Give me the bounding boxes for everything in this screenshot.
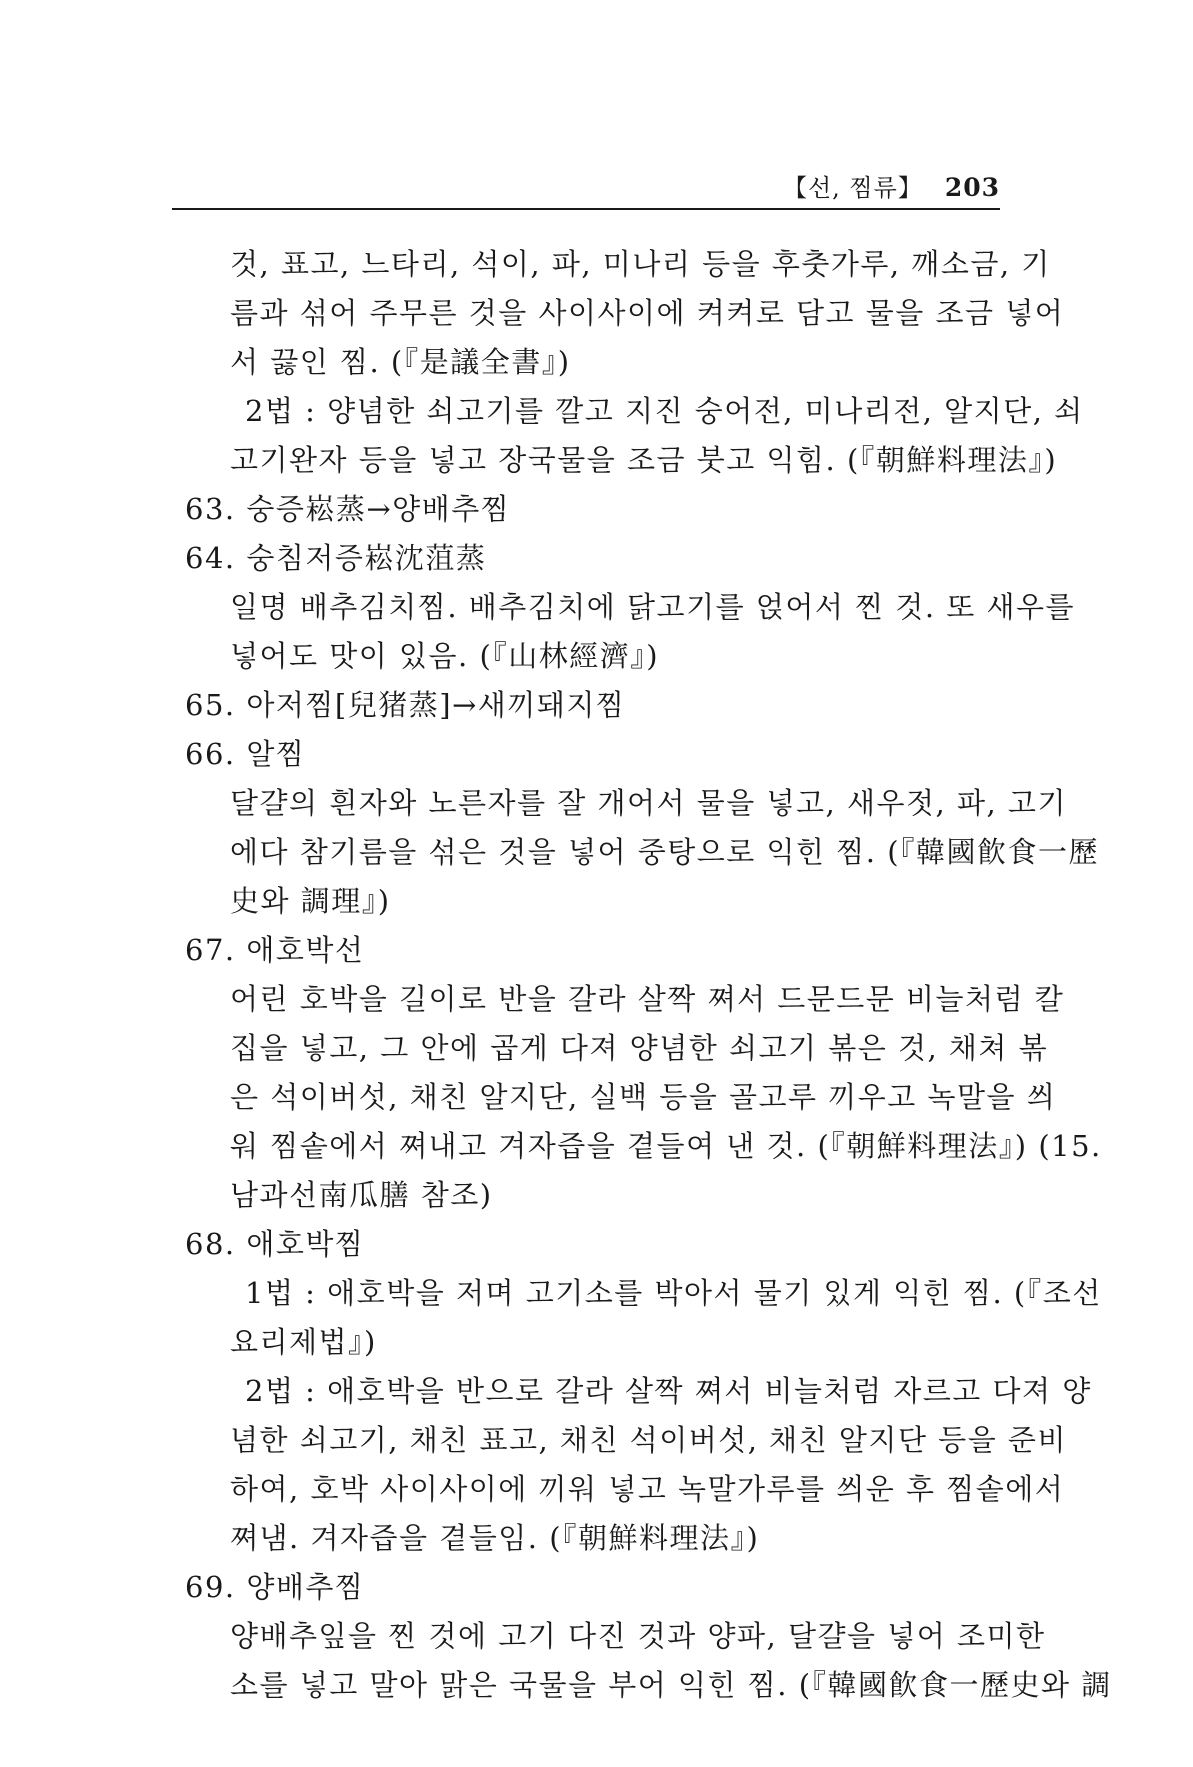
text-line: 양배추잎을 찐 것에 고기 다진 것과 양파, 달걀을 넣어 조미한 <box>230 1619 1046 1653</box>
text-line: 서 끓인 찜. (『是議全書』) <box>230 345 571 379</box>
text-line: 史와 調理』) <box>230 884 391 918</box>
text-line: 2법 : 양념한 쇠고기를 깔고 지진 숭어전, 미나리전, 알지단, 쇠 <box>245 394 1084 428</box>
text-line: 집을 넣고, 그 안에 곱게 다져 양념한 쇠고기 볶은 것, 채쳐 볶 <box>230 1031 1049 1065</box>
text-line: 것, 표고, 느타리, 석이, 파, 미나리 등을 후춧가루, 깨소금, 기 <box>230 247 1051 281</box>
text-line: 소를 넣고 말아 맑은 국물을 부어 익힌 찜. (『韓國飮食一歷史와 調 <box>230 1668 1112 1702</box>
text-line: 63. 숭증崧蒸→양배추찜 <box>185 492 511 526</box>
text-line: 름과 섞어 주무른 것을 사이사이에 켜켜로 담고 물을 조금 넣어 <box>230 296 1065 330</box>
text-line: 66. 알찜 <box>185 737 306 771</box>
text-line: 68. 애호박찜 <box>185 1227 365 1261</box>
page-body <box>185 240 1112 1710</box>
text-line: 69. 양배추찜 <box>185 1570 365 1604</box>
text-line: 1법 : 애호박을 저며 고기소를 박아서 물기 있게 익힌 찜. (『조선 <box>245 1276 1102 1310</box>
header-rule <box>172 208 1000 210</box>
text-line: 에다 참기름을 섞은 것을 넣어 중탕으로 익힌 찜. (『韓國飮食一歷 <box>230 835 1100 869</box>
text-line: 고기완자 등을 넣고 장국물을 조금 붓고 익힘. (『朝鮮料理法』) <box>230 443 1058 477</box>
text-line: 일명 배추김치찜. 배추김치에 닭고기를 얹어서 찐 것. 또 새우를 <box>230 590 1076 624</box>
text-line: 남과선南瓜膳 참조) <box>230 1178 493 1212</box>
section-title: 【선, 찜류】 <box>783 174 923 202</box>
text-line: 넣어도 맛이 있음. (『山林經濟』) <box>230 639 660 673</box>
text-line: 념한 쇠고기, 채친 표고, 채친 석이버섯, 채친 알지단 등을 준비 <box>230 1423 1067 1457</box>
text-line: 어린 호박을 길이로 반을 갈라 살짝 쪄서 드문드문 비늘처럼 칼 <box>230 982 1065 1016</box>
text-line: 워 찜솥에서 쪄내고 겨자즙을 곁들여 낸 것. (『朝鮮料理法』) (15. <box>230 1129 1102 1163</box>
text-line: 달걀의 흰자와 노른자를 잘 개어서 물을 넣고, 새우젓, 파, 고기 <box>230 786 1067 820</box>
page-number: 203 <box>944 173 1000 202</box>
text-line: 쪄냄. 겨자즙을 곁들임. (『朝鮮料理法』) <box>230 1521 760 1555</box>
text-line: 요리제법』) <box>230 1325 377 1359</box>
text-line: 65. 아저찜[兒猪蒸]→새끼돼지찜 <box>185 688 626 722</box>
text-line: 64. 숭침저증崧沈菹蒸 <box>185 541 487 575</box>
text-line: 하여, 호박 사이사이에 끼워 넣고 녹말가루를 씌운 후 찜솥에서 <box>230 1472 1065 1506</box>
text-line: 2법 : 애호박을 반으로 갈라 살짝 쪄서 비늘처럼 자르고 다져 양 <box>245 1374 1092 1408</box>
text-line: 은 석이버섯, 채친 알지단, 실백 등을 골고루 끼우고 녹말을 씌 <box>230 1080 1057 1114</box>
text-line: 67. 애호박선 <box>185 933 365 967</box>
